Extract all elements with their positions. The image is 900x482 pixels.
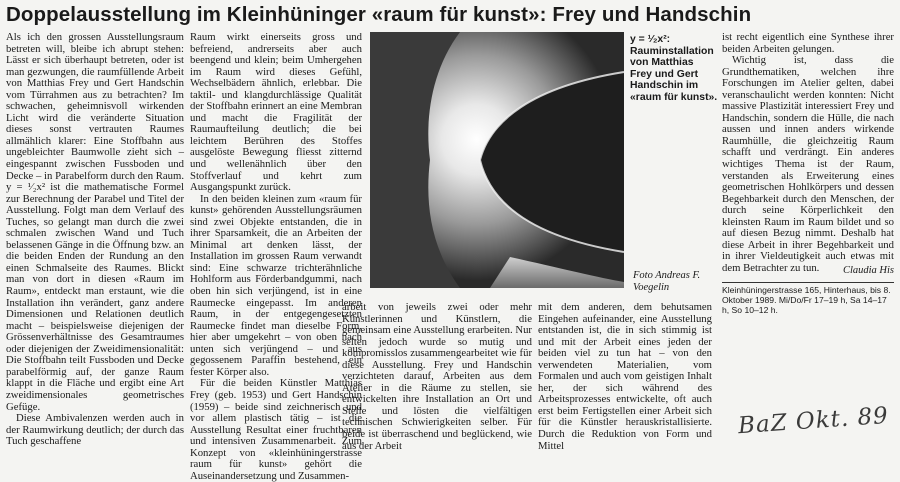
installation-photo	[370, 32, 624, 288]
divider	[722, 282, 894, 283]
paragraph: arbeit von jeweils zwei oder mehr Künstlerinnen und Künstlern, die gemeinsam eine Ausstellung erarbeiten. Nur selten jedoch wurde so mutig und kompromisslos zusammengearbeitet wie für diese Ausstellung. Frey und Handschin verzichteten darauf, Arbeiten aus dem Atelier in die Räume zu stellen, sie entwickelten ihre Installation an Ort und Stelle und lösten die vielfältigen technischen Schwierigkeiten selber. Für beide ist überraschend und beglückend, wie aus der Arbeit	[342, 301, 532, 452]
article-column-2	[190, 31, 362, 482]
handwritten-note: BaZ Okt. 89	[737, 402, 890, 440]
installation-photo-image	[370, 32, 624, 288]
article-column-4	[538, 302, 712, 454]
paragraph: mit dem anderen, dem behutsamen Eingehen aufeinander, eine Ausstellung entstanden ist, die in sich stimmig ist und mit der Arbeit eines jeden der beiden viel zu tun hat – von den verwendeten Materialien, vom Formalen und auch vom geistigen Inhalt her, der sich während des Arbeitsprozesses entwickelte, oft auch erst beim Fertigstellen einer Arbeit sich für die Künstler herauskristallisierte. Durch die Reduktion von Form und Mittel	[538, 301, 712, 452]
author-signature: Claudia His	[842, 265, 894, 276]
paragraph: Raum wirkt einerseits gross und befreiend, andrerseits aber auch beengend und klein; beim Umhergehen im Raum wird dieses Gefühl, Wechselbädern ähnlich, erlebbar. Die taktil- und klangdurchlässige Qualität der Stoffbahn erinnert an eine Membran und macht die Fragilität der Raumaufteilung deutlich; die bei leichtem Berühren des Stoffes ausgelöste Bewegung fliesst zitternd und wellenähnlich über den Stoffverlauf und kehrt zum Ausgangspunkt zurück.	[190, 31, 362, 194]
paragraph: Für die beiden Künstler Matthias Frey (geb. 1953) und Gert Handschin (1959) – beide sind zeichnerisch und vor allem plastisch tätig – ist die Ausstellung Resultat einer fruchtbaren und intensiven Zusammenarbeit. Zum Konzept von «kleinhüningerstrasse raum für kunst» gehört die Auseinandersetzung und Zusammen-	[190, 377, 362, 482]
article-column-1	[6, 32, 184, 454]
paragraph: Diese Ambivalenzen werden auch in der Raumwirkung deutlich; der durch das Tuch geschaffene	[6, 412, 184, 448]
photo-credit: Foto Andreas F. Voegelin	[633, 270, 701, 293]
paragraph: In den beiden kleinen zum «raum für kunst» gehörenden Ausstellungsräumen sind zwei Objekte entstanden, die in ihrer Sparsamkeit, die an Arbeiten der Minimal art denken lässt, der Installation im grossen Raum verwandt sind: Eine schwarze trichterähnliche Hohlform aus Förderbandgummi, nach oben hin sich verjüngend, ist in eine Raumecke eingepasst. Im anderen Raum, in der entgegengesetzten Raumecke findet man dieselbe Form, hier aber umgekehrt – von oben nach unten sich verjüngend – und aus gegossenem Paraffin bestehend, ein fester Körper also.	[190, 192, 362, 378]
paragraph: ist recht eigentlich eine Synthese ihrer beiden Arbeiten gelungen.	[722, 31, 894, 55]
article-column-3	[342, 302, 532, 454]
paragraph: Als ich den grossen Ausstellungsraum betreten will, bleibe ich abrupt stehen: Lässt er sich überhaupt betreten, oder ist man gezwungen, die raumfüllende Arbeit von Matthias Frey und Gert Handschin vom Türrahmen aus zu betrachten? Im schwachen, geheimnisvoll wirkenden Licht wird die veränderte Situation dieses sonst vertrauten Raumes allmählich klarer: Eine Stoffbahn aus ungebleichter Baumwolle zieht sich – eingespannt zwischen Fussboden und Decke – in Parabelform durch den Raum. y = ¹⁄₂x² ist die mathematische Formel zur Berechnung der Parabel und Titel der Ausstellung. Folgt man dem Verlauf des Tuches, so gelangt man durch die zwei schmalen zwischen Wand und Tuch belassenen Gänge in die Öffnung bzw. an die beiden Enden der Rundung an den einen Schmalseite des Raumes. Blickt man von dort in diesen «Raum im Raum», entdeckt man erstaunt, wie die Installation ihn verändert, ganz andere Dimensionen und Relationen deutlich macht – beispielsweise diejenigen der Grössenverhältnisse des Gesamtraumes oder diejenigen der Zweidimensionalität: Die Stoffbahn teilt Fussboden und Decke parabelförmig auf, der ganze Raum klappt in die Fläche und ergibt eine Art zweidimensionales geometrisches Gefüge.	[6, 31, 184, 413]
paragraph: Wichtig ist, dass die Grundthematiken, welchen ihre Forschungen im Atelier gelten, dabei veranschaulicht werden konnten: Nicht massive Plastizität interessiert Frey und Handschin, sondern die Hülle, die nach aussen und innen anders wirkende Raumhülle, die gleichzeitig Raum schafft und verdrängt. Ein anderes wichtiges Thema ist der Raum, verstanden als Erweiterung eines geometrischen Hohlkörpers und dessen Begehbarkeit durch den Menschen, der durch seine Körperlichkeit den kleinsten Raum im Raum bildet und so auf diesen Bezug nimmt. Deshalb hat diese Arbeit in ihrer Begehbarkeit und in ihrer Vieldeutigkeit auch etwas mit dem Betrachter zu tun.	[722, 54, 894, 274]
exhibition-info: Kleinhüningerstrasse 165, Hinterhaus, bis 8. Oktober 1989. Mi/Do/Fr 17–19 h, Sa 14–17 h, So 10–12 h.	[722, 285, 891, 315]
headline: Doppelausstellung im Kleinhüninger «raum für kunst»: Frey und Handschin	[6, 3, 752, 26]
photo-caption: y = ¹⁄₂x²: Rauminstallation von Matthias Frey und Gert Handschin im «raum für kunst».	[630, 34, 718, 103]
